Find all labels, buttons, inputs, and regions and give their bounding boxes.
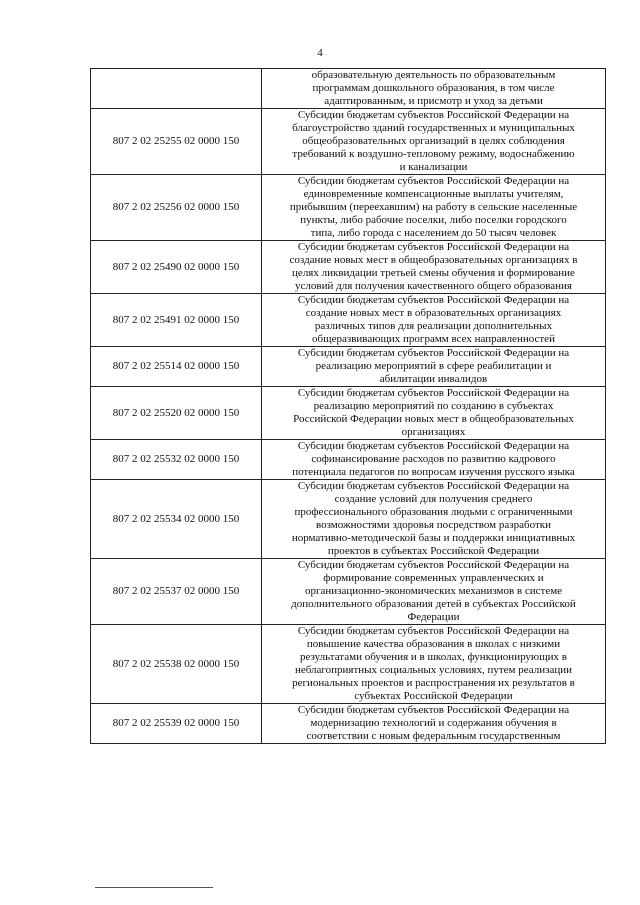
description-cell: [262, 294, 606, 347]
budget-code-cell: 807 2 02 25514 02 0000 150: [91, 347, 262, 387]
description-line: модернизацию технологий и содержания обучения в: [310, 717, 557, 729]
description-line: образовательную деятельность по образовательным: [311, 69, 556, 81]
description-line: создание условий для получения среднего: [334, 493, 533, 505]
table-row: [91, 480, 606, 559]
description-cell: [262, 109, 606, 175]
budget-code-cell: 807 2 02 25520 02 0000 150: [91, 387, 262, 440]
description-cell: [262, 625, 606, 704]
budget-code-cell: 807 2 02 25539 02 0000 150: [91, 704, 262, 744]
description-cell: [262, 559, 606, 625]
description-line: Субсидии бюджетам субъектов Российской Федерации на: [297, 175, 570, 187]
description-cell: [262, 347, 606, 387]
budget-code-cell: 807 2 02 25490 02 0000 150: [91, 241, 262, 294]
description-line: Субсидии бюджетам субъектов Российской Федерации на: [297, 387, 570, 399]
description-cell: [262, 241, 606, 294]
description-line: формирование современных управленческих и: [323, 572, 544, 584]
table-body: [91, 69, 606, 744]
description-line: субъектах Российской Федерации: [354, 690, 513, 702]
description-line: пункты, либо рабочие поселки, либо поселки городского: [300, 214, 567, 226]
description-line: повышение качества образования в школах с низкими: [306, 638, 561, 650]
budget-code-cell: [91, 69, 262, 109]
description-line: Федерации: [407, 611, 460, 623]
budget-code-cell: 807 2 02 25534 02 0000 150: [91, 480, 262, 559]
description-line: Субсидии бюджетам субъектов Российской Федерации на: [297, 294, 570, 306]
description-line: реализацию мероприятий в сфере реабилитации и: [315, 360, 552, 372]
table-row: [91, 387, 606, 440]
budget-classification-table: [90, 68, 606, 744]
budget-code-cell: 807 2 02 25532 02 0000 150: [91, 440, 262, 480]
description-line: возможностями здоровья посредством разработки: [315, 519, 551, 531]
description-line: результатами обучения и в школах, функционирующих в: [300, 651, 567, 663]
description-line: различных типов для реализации дополнительных: [314, 320, 553, 332]
description-line: профессионального образования людьми с ограниченными: [294, 506, 573, 518]
description-line: благоустройство зданий государственных и муниципальных: [292, 122, 575, 134]
table-row: [91, 559, 606, 625]
description-line: программам дошкольного образования, в том числе: [312, 82, 555, 94]
description-line: абилитации инвалидов: [379, 373, 488, 385]
description-line: Субсидии бюджетам субъектов Российской Федерации на: [297, 704, 570, 716]
footnote-rule: [95, 887, 213, 888]
description-cell: [262, 387, 606, 440]
description-line: Субсидии бюджетам субъектов Российской Федерации на: [297, 241, 570, 253]
description-line: прибывшим (переехавшим) на работу в сельские населенные: [289, 201, 578, 213]
description-line: Субсидии бюджетам субъектов Российской Федерации на: [297, 480, 570, 492]
budget-code-cell: 807 2 02 25491 02 0000 150: [91, 294, 262, 347]
description-line: организациях: [401, 426, 466, 438]
table-row: [91, 440, 606, 480]
description-cell: [262, 704, 606, 744]
description-cell: [262, 69, 606, 109]
description-line: региональных проектов и распространения их результатов в: [292, 677, 575, 689]
description-line: общеразвивающих программ всех направленностей: [312, 333, 555, 345]
description-line: проектов в субъектах Российской Федерации: [327, 545, 540, 557]
description-line: Субсидии бюджетам субъектов Российской Федерации на: [297, 109, 570, 121]
table-row: [91, 69, 606, 109]
table-row: [91, 347, 606, 387]
description-line: соответствии с новым федеральным государственным: [306, 730, 561, 742]
description-line: создание новых мест в образовательных организациях: [305, 307, 562, 319]
table-row: [91, 704, 606, 744]
budget-code-cell: 807 2 02 25256 02 0000 150: [91, 175, 262, 241]
description-line: реализацию мероприятий по созданию в субъектах: [313, 400, 554, 412]
description-line: адаптированным, и присмотр и уход за детьми: [324, 95, 543, 107]
description-cell: [262, 440, 606, 480]
description-line: целях ликвидации третьей смены обучения и формирование: [292, 267, 575, 279]
description-line: Российской Федерации новых мест в общеобразовательных: [293, 413, 574, 425]
page-number: 4: [317, 47, 323, 59]
table-row: [91, 294, 606, 347]
budget-code-cell: 807 2 02 25538 02 0000 150: [91, 625, 262, 704]
description-line: единовременные компенсационные выплаты учителям,: [303, 188, 564, 200]
description-line: создание новых мест в общеобразовательных организациях в: [289, 254, 578, 266]
description-line: общеобразовательных организаций в целях соблюдения: [302, 135, 565, 147]
description-line: организационно-экономических механизмов в системе: [304, 585, 563, 597]
description-cell: [262, 480, 606, 559]
description-line: и канализации: [399, 161, 468, 173]
description-cell: [262, 175, 606, 241]
description-line: софинансирование расходов по развитию кадрового: [311, 453, 556, 465]
description-line: Субсидии бюджетам субъектов Российской Федерации на: [297, 347, 570, 359]
description-line: Субсидии бюджетам субъектов Российской Федерации на: [297, 559, 570, 571]
description-line: Субсидии бюджетам субъектов Российской Федерации на: [297, 625, 570, 637]
budget-code-cell: 807 2 02 25255 02 0000 150: [91, 109, 262, 175]
description-line: потенциала педагогов по вопросам изучения русского языка: [292, 466, 575, 478]
description-line: неблагоприятных социальных условиях, путем реализации: [294, 664, 573, 676]
description-line: Субсидии бюджетам субъектов Российской Федерации на: [297, 440, 570, 452]
description-line: дополнительного образования детей в субъектах Российской: [291, 598, 576, 610]
description-line: требований к воздушно-тепловому режиму, водоснабжению: [292, 148, 575, 160]
description-line: нормативно-методической базы и поддержки инициативных: [291, 532, 576, 544]
table-row: [91, 175, 606, 241]
table-row: [91, 241, 606, 294]
budget-code-cell: 807 2 02 25537 02 0000 150: [91, 559, 262, 625]
table-row: [91, 625, 606, 704]
description-line: условий для получения качественного общего образования: [295, 280, 572, 292]
table-row: [91, 109, 606, 175]
description-line: типа, либо города с населением до 50 тысяч человек: [310, 227, 557, 239]
